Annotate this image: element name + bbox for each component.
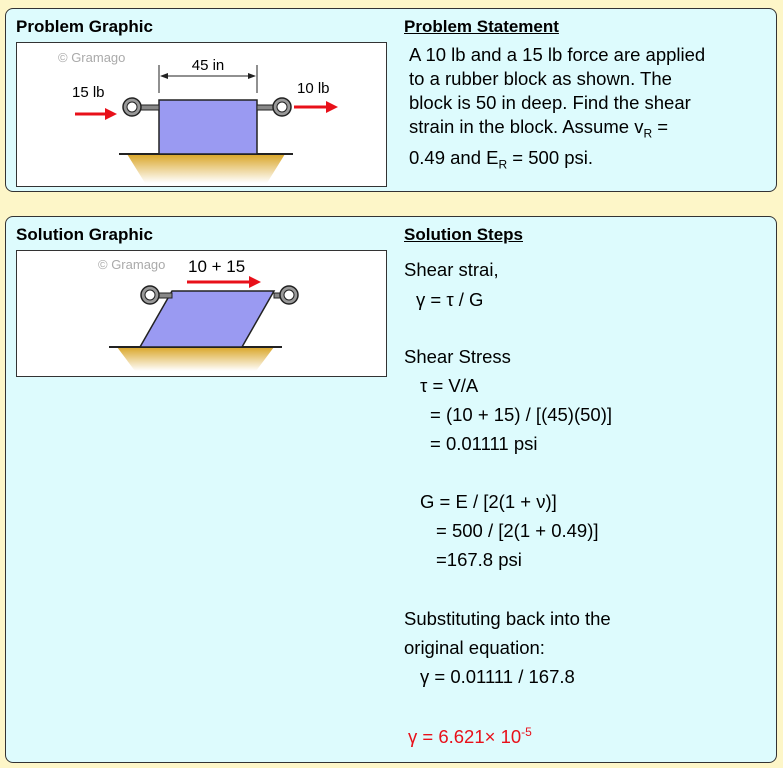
right-force-arrowhead (326, 101, 338, 113)
watermark: © Gramago (98, 257, 166, 272)
problem-graphic (16, 42, 387, 187)
solution-steps-title: Solution Steps (404, 225, 523, 244)
step-line: =167.8 psi (436, 549, 522, 570)
rubber-block (159, 100, 257, 154)
problem-diagram (17, 43, 388, 188)
step-line: τ = V/A (420, 375, 479, 396)
shear-force-arrowhead (249, 276, 261, 288)
ground-support (117, 347, 274, 371)
statement-line: 0.49 and $E_R = 500$ psi. (409, 146, 594, 172)
watermark: © Gramago (58, 50, 126, 65)
result-line: $\gamma = 6.621\times 10^{-5}$ (408, 725, 532, 748)
problem-statement (409, 43, 769, 176)
left-force-arrowhead (105, 108, 117, 120)
step-line: Shear Stress (404, 346, 511, 367)
dimension-arrow-left (160, 73, 168, 79)
step-line: original equation: (404, 637, 545, 658)
problem-statement-title: Problem Statement (404, 17, 559, 36)
step-line: G = E / [2(1 + ν)] (420, 491, 557, 512)
step-line: γ = τ / G (416, 289, 484, 310)
step-line: = 0.01111 psi (430, 433, 538, 454)
step-line: Substituting back into the (404, 608, 611, 629)
right-force-label: 10 lb (297, 80, 330, 97)
left-ring-inner (127, 102, 137, 112)
statement-line: to a rubber block as shown. The (409, 68, 672, 89)
solution-panel (5, 216, 777, 763)
right-ring-inner (284, 290, 294, 300)
left-force-label: 15 lb (72, 84, 105, 101)
left-ring-inner (145, 290, 155, 300)
right-ring-inner (277, 102, 287, 112)
ground-support (127, 154, 285, 183)
statement-line: A 10 lb and a 15 lb force are applied (409, 44, 706, 65)
problem-panel (5, 8, 777, 192)
step-line: = (10 + 15) / [(45)(50)] (430, 404, 613, 425)
dimension-arrow-right (248, 73, 256, 79)
step-line: γ = 0.01111 / 167.8 (420, 666, 575, 687)
solution-diagram (17, 251, 388, 378)
dimension-label: 45 in (191, 57, 225, 74)
shear-force-label: 10 + 15 (188, 257, 246, 276)
left-rod (158, 293, 172, 298)
left-rod (141, 105, 159, 110)
step-line: = 500 / [2(1 + 0.49)] (436, 520, 599, 541)
solution-graphic-title: Solution Graphic (16, 225, 153, 244)
statement-line: strain in the block. Assume $v_R$ = (409, 116, 669, 141)
sheared-block (140, 291, 274, 347)
statement-line: block is 50 in deep. Find the shear (409, 92, 691, 113)
problem-graphic-title: Problem Graphic (16, 17, 153, 36)
solution-graphic (16, 250, 387, 377)
step-line: Shear strai, (404, 259, 499, 280)
